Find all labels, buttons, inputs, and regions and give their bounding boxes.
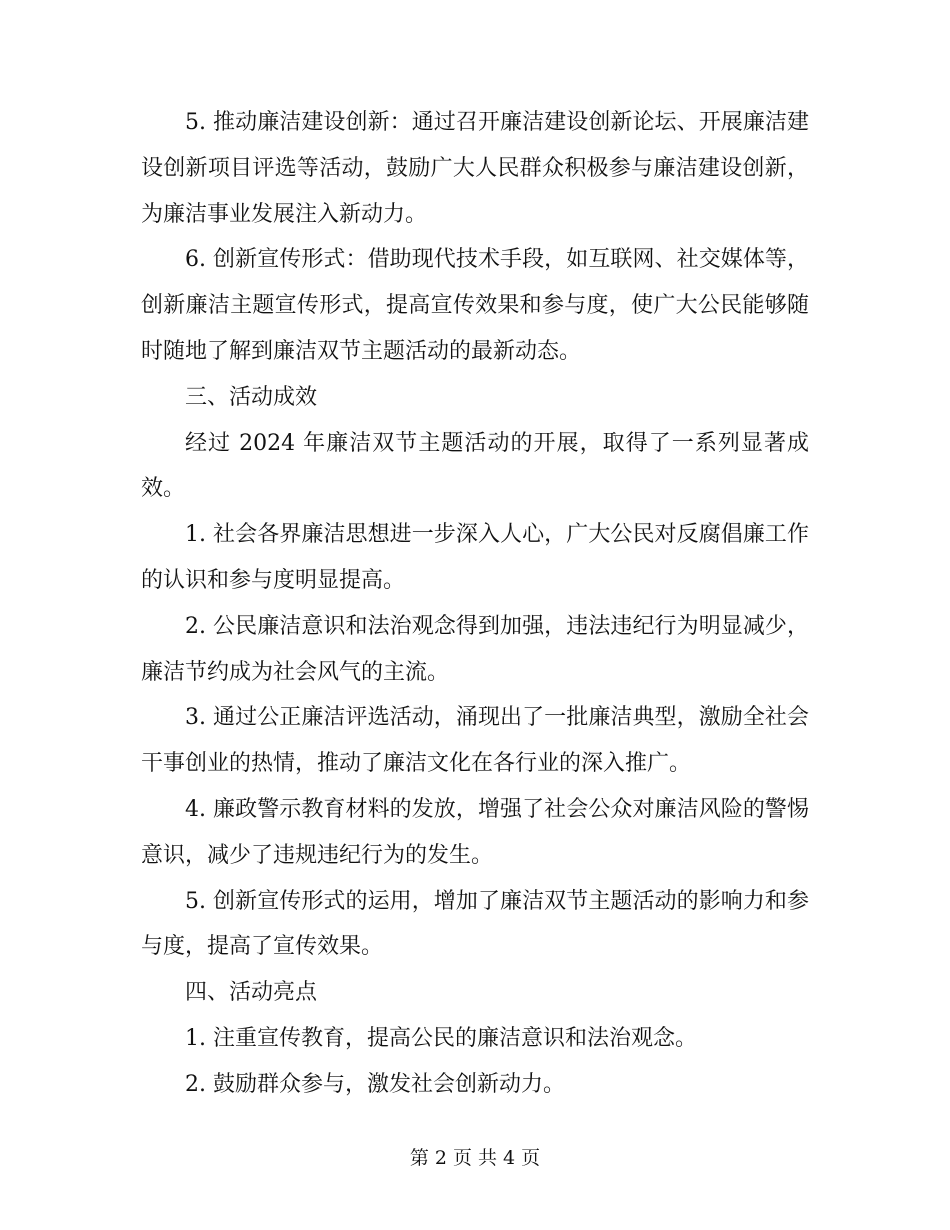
paragraph-highlight-1: 1. 注重宣传教育，提高公民的廉洁意识和法治观念。 [185, 1025, 697, 1051]
section-heading-results: 三、活动成效 [185, 384, 318, 410]
paragraph-result-4: 4. 廉政警示教育材料的发放，增强了社会公众对廉洁风险的警惕意识，减少了违规违纪行为的发生。 [141, 796, 809, 868]
paragraph-item-6-publicity: 6. 创新宣传形式：借助现代技术手段，如互联网、社交媒体等，创新廉洁主题宣传形式，提高宣传效果和参与度，使广大公民能够随时随地了解到廉洁双节主题活动的最新动态。 [141, 247, 809, 364]
paragraph-result-2: 2. 公民廉洁意识和法治观念得到加强，违法违纪行为明显减少，廉洁节约成为社会风气的主流。 [141, 613, 809, 685]
paragraph-item-5-innovation: 5. 推动廉洁建设创新：通过召开廉洁建设创新论坛、开展廉洁建设创新项目评选等活动，鼓励广大人民群众积极参与廉洁建设创新，为廉洁事业发展注入新动力。 [141, 110, 809, 227]
paragraph-result-3: 3. 通过公正廉洁评选活动，涌现出了一批廉洁典型，激励全社会干事创业的热情，推动了廉洁文化在各行业的深入推广。 [141, 705, 809, 777]
paragraph-result-1: 1. 社会各界廉洁思想进一步深入人心，广大公民对反腐倡廉工作的认识和参与度明显提高。 [141, 522, 809, 593]
document-body [141, 100, 809, 1108]
page-number-footer: 第 2 页 共 4 页 [409, 1147, 541, 1169]
paragraph-result-5: 5. 创新宣传形式的运用，增加了廉洁双节主题活动的影响力和参与度，提高了宣传效果。 [141, 888, 809, 960]
paragraph-results-intro: 经过 2024 年廉洁双节主题活动的开展，取得了一系列显著成效。 [141, 430, 809, 502]
paragraph-highlight-2: 2. 鼓励群众参与，激发社会创新动力。 [185, 1071, 565, 1097]
section-heading-highlights: 四、活动亮点 [185, 980, 318, 1006]
